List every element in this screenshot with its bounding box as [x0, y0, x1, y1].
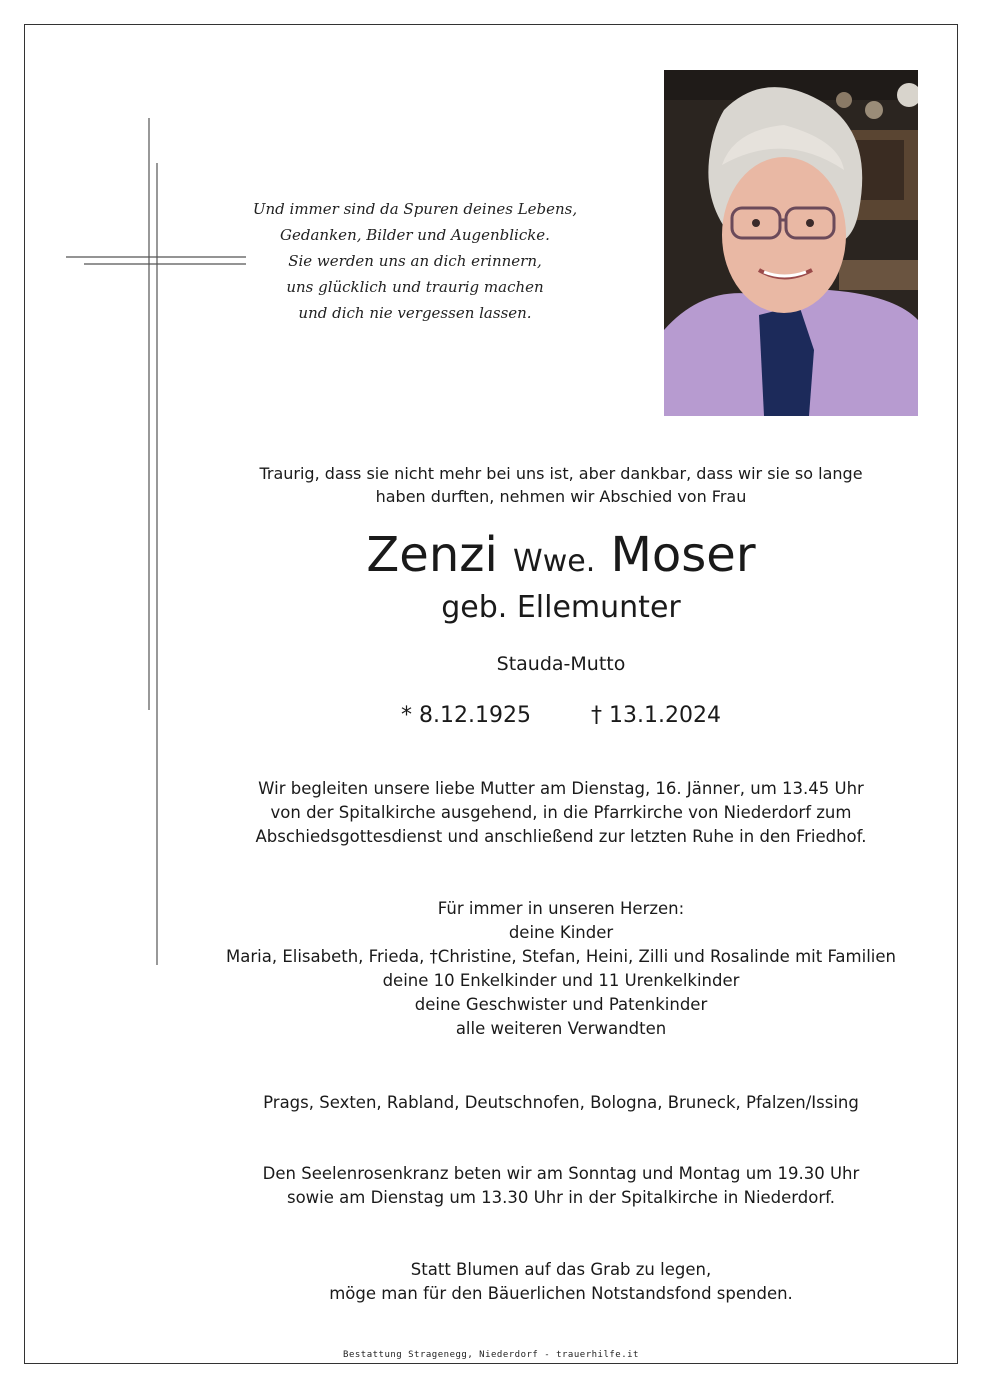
- funeral-line: Wir begleiten unsere liebe Mutter am Dienstag, 16. Jänner, um 13.45 Uhr: [258, 779, 864, 798]
- intro-line: Traurig, dass sie nicht mehr bei uns ist, aber dankbar, dass wir sie so lange: [259, 464, 863, 483]
- rosary-line: sowie am Dienstag um 13.30 Uhr in der Spitalkirche in Niederdorf.: [286, 1188, 836, 1207]
- poem: [250, 196, 580, 326]
- deceased-name: [150, 522, 972, 595]
- portrait-photo: [664, 70, 918, 416]
- footer-credit: Bestattung Stragenegg, Niederdorf - trauerhilfe.it: [343, 1350, 639, 1360]
- poem-line: Und immer sind da Spuren deines Lebens,: [252, 200, 578, 218]
- intro-line: haben durften, nehmen wir Abschied von Frau: [375, 487, 747, 506]
- first-name: Zenzi: [366, 527, 498, 583]
- funeral-line: Abschiedsgottesdienst und anschließend zur letzten Ruhe in den Friedhof.: [255, 827, 867, 846]
- poem-line: und dich nie vergessen lassen.: [298, 304, 532, 322]
- family-line: Für immer in unseren Herzen:: [437, 899, 685, 918]
- flowers-line: Statt Blumen auf das Grab zu legen,: [410, 1260, 712, 1279]
- intro-text: [150, 462, 972, 508]
- last-name: Moser: [610, 527, 756, 583]
- family-line: deine 10 Enkelkinder und 11 Urenkelkinder: [382, 971, 740, 990]
- poem-line: Gedanken, Bilder und Augenblicke.: [280, 226, 550, 244]
- places: Prags, Sexten, Rabland, Deutschnofen, Bologna, Bruneck, Pfalzen/Issing: [263, 1093, 859, 1112]
- rosary-info: [150, 1162, 972, 1210]
- family-line: deine Kinder: [508, 923, 614, 942]
- poem-line: Sie werden uns an dich erinnern,: [288, 252, 542, 270]
- family-line: alle weiteren Verwandten: [455, 1019, 667, 1038]
- funeral-info: [150, 777, 972, 849]
- maiden-name: geb. Ellemunter: [441, 590, 681, 625]
- flowers-note: [150, 1258, 972, 1306]
- family-line: deine Geschwister und Patenkinder: [414, 995, 708, 1014]
- name-title: Wwe.: [513, 544, 596, 579]
- death-date: † 13.1.2024: [591, 703, 721, 728]
- family-list: [150, 897, 972, 1041]
- birth-date: * 8.12.1925: [401, 703, 531, 728]
- nickname: Stauda-Mutto: [496, 653, 626, 675]
- life-dates: [150, 700, 972, 732]
- flowers-line: möge man für den Bäuerlichen Notstandsfond spenden.: [329, 1284, 793, 1303]
- funeral-line: von der Spitalkirche ausgehend, in die Pfarrkirche von Niederdorf zum: [270, 803, 852, 822]
- poem-line: uns glücklich und traurig machen: [286, 278, 544, 296]
- family-line: Maria, Elisabeth, Frieda, †Christine, Stefan, Heini, Zilli und Rosalinde mit Familien: [226, 947, 896, 966]
- rosary-line: Den Seelenrosenkranz beten wir am Sonntag und Montag um 19.30 Uhr: [262, 1164, 860, 1183]
